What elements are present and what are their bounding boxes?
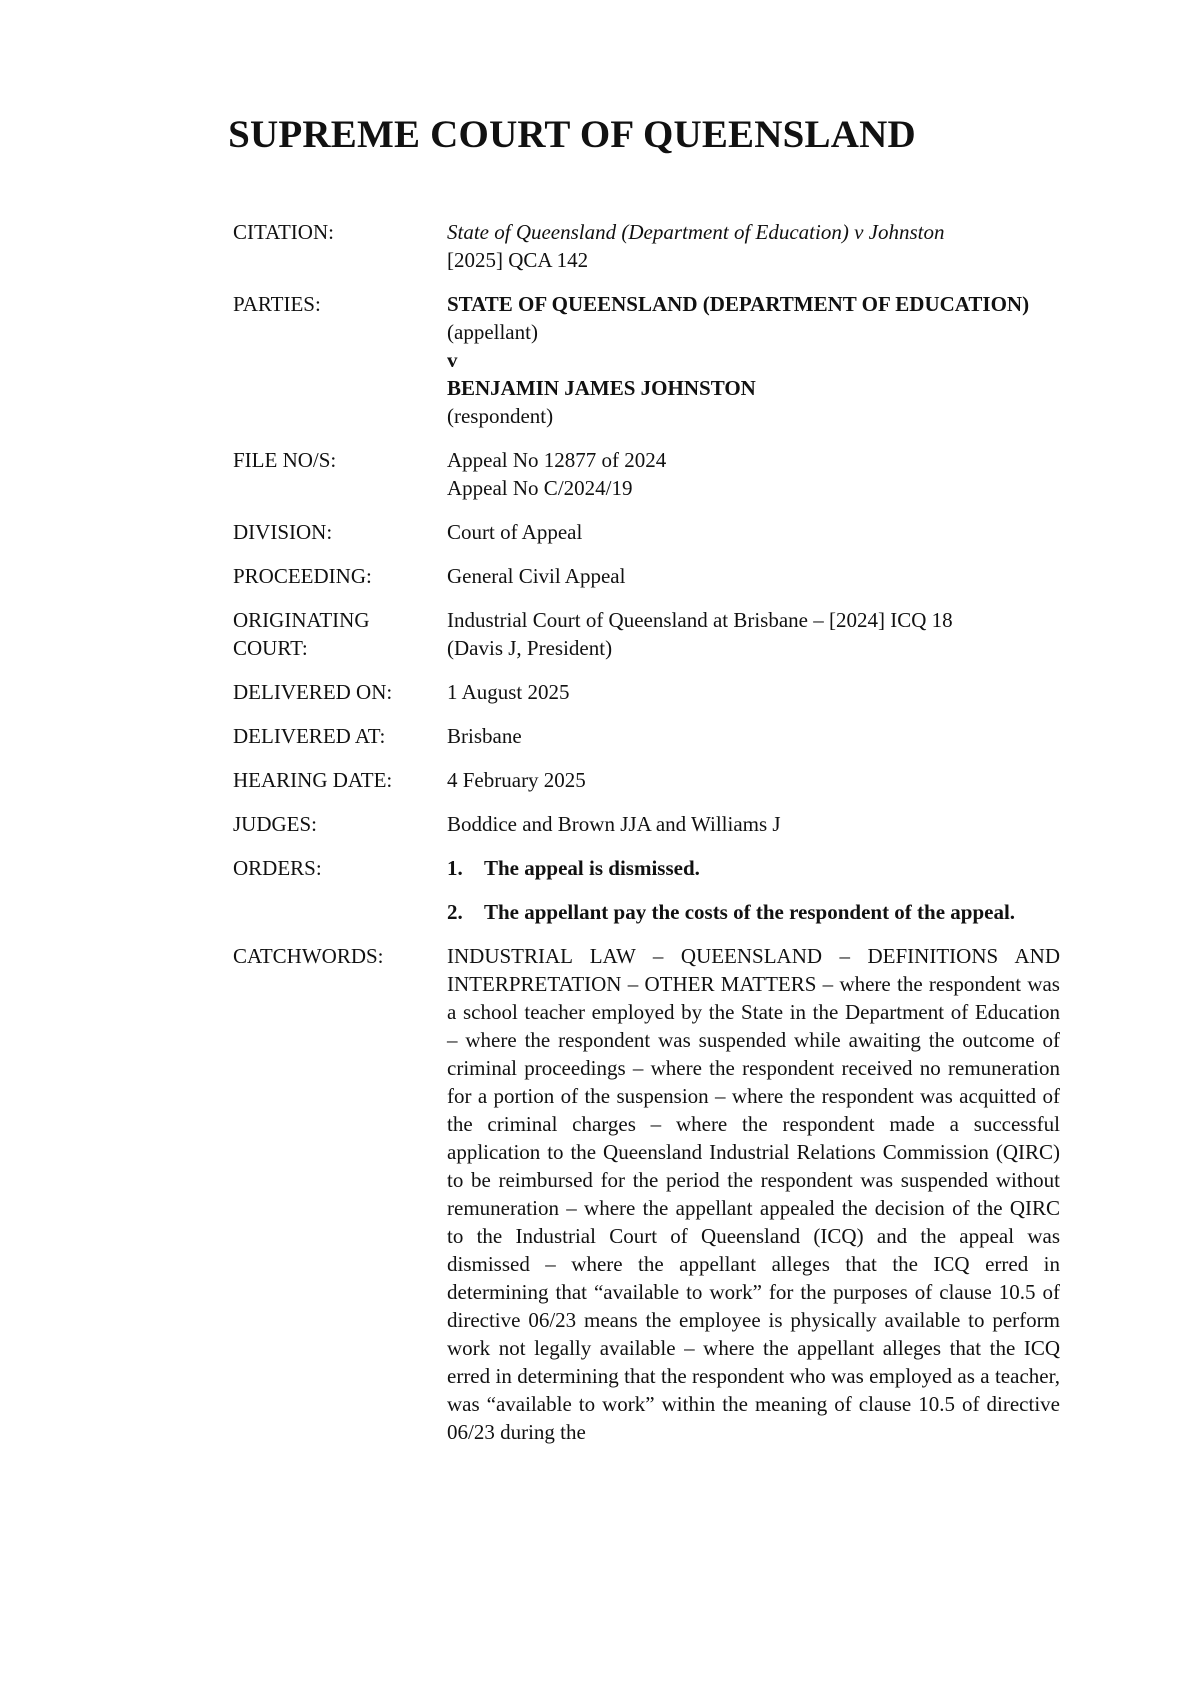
hearing-date-value: 4 February 2025 xyxy=(447,768,586,792)
file-nos-label: FILE NO/S: xyxy=(233,448,337,472)
orders-label: ORDERS: xyxy=(233,856,322,880)
proceeding-label: PROCEEDING: xyxy=(233,564,372,588)
file-no-1: Appeal No 12877 of 2024 xyxy=(447,448,667,472)
judges-row xyxy=(233,810,1060,838)
respondent-role: (respondent) xyxy=(447,404,554,428)
judges-value: Boddice and Brown JJA and Williams J xyxy=(447,812,781,836)
originating-court-row xyxy=(233,606,1060,662)
originating-court-label xyxy=(233,606,447,662)
respondent-name: BENJAMIN JAMES JOHNSTON xyxy=(447,376,756,400)
court-title-text: SUPREME COURT OF QUEENSLAND xyxy=(228,113,916,156)
originating-court-label-line1: ORIGINATING xyxy=(233,608,370,632)
orders-value xyxy=(447,854,1060,926)
division-row xyxy=(233,518,1060,546)
catchwords-row xyxy=(233,942,1060,1446)
citation-label: CITATION: xyxy=(233,220,334,244)
file-nos-value xyxy=(447,446,1060,502)
cover-sheet xyxy=(233,218,1060,1462)
citation-row xyxy=(233,218,1060,274)
originating-court-label-line2: COURT: xyxy=(233,636,308,660)
orders-row xyxy=(233,854,1060,926)
delivered-at-row xyxy=(233,722,1060,750)
order-text: The appeal is dismissed. xyxy=(484,856,700,880)
judges-label: JUDGES: xyxy=(233,812,318,836)
hearing-date-row xyxy=(233,766,1060,794)
citation-reference: [2025] QCA 142 xyxy=(447,248,589,272)
appellant-role: (appellant) xyxy=(447,320,538,344)
orders-list xyxy=(447,854,1060,926)
proceeding-row xyxy=(233,562,1060,590)
originating-court-value xyxy=(447,606,1060,662)
parties-value xyxy=(447,290,1060,430)
catchwords-value xyxy=(447,942,1060,1446)
parties-label: PARTIES: xyxy=(233,292,321,316)
catchwords-text: – where the respondent was a school teacher employed by the State in the Department of Education – where the respondent was suspended while awaiting the outcome of criminal proceedings – where the respondent received no remuneration for a portion of the suspension – where the respondent was acquitted of the criminal charges – where the respondent made a successful application to the Queensland Industrial Relations Commission (QIRC) to be reimbursed for the period the respondent was suspended without remuneration – where the appellant appealed the decision of the QIRC to the Industrial Court of Queensland (ICQ) and the appeal was dismissed – where the appellant alleges that the ICQ erred in determining that “available to work” for the purposes of clause 10.5 of directive 06/23 means the employee is physically available to perform work not legally available – where the appellant alleges that the ICQ erred in determining that the respondent who was employed as a teacher, was “available to work” within the meaning of clause 10.5 of directive 06/23 during the xyxy=(447,972,1060,1444)
file-nos-row xyxy=(233,446,1060,502)
originating-court-value-line2: (Davis J, President) xyxy=(447,636,613,660)
proceeding-value: General Civil Appeal xyxy=(447,564,626,588)
order-number: 1. xyxy=(447,856,463,880)
file-no-2: Appeal No C/2024/19 xyxy=(447,476,633,500)
parties-row xyxy=(233,290,1060,430)
order-item xyxy=(447,854,1060,882)
division-label: DIVISION: xyxy=(233,520,333,544)
delivered-on-value: 1 August 2025 xyxy=(447,680,570,704)
citation-value xyxy=(447,218,1060,274)
order-item xyxy=(447,898,1060,926)
versus: v xyxy=(447,348,458,372)
order-number: 2. xyxy=(447,900,463,924)
citation-case-name: State of Queensland (Department of Education) v Johnston xyxy=(447,220,945,244)
catchwords-heading: INDUSTRIAL LAW – QUEENSLAND – DEFINITIONS AND INTERPRETATION – OTHER MATTERS xyxy=(447,944,1060,996)
hearing-date-label: HEARING DATE: xyxy=(233,768,393,792)
appellant-name: STATE OF QUEENSLAND (DEPARTMENT OF EDUCATION) xyxy=(447,292,1030,316)
delivered-on-row xyxy=(233,678,1060,706)
order-text: The appellant pay the costs of the respondent of the appeal. xyxy=(484,900,1016,924)
delivered-on-label: DELIVERED ON: xyxy=(233,680,393,704)
catchwords-label: CATCHWORDS: xyxy=(233,944,384,968)
court-title xyxy=(0,112,1200,157)
delivered-at-label: DELIVERED AT: xyxy=(233,724,386,748)
division-value: Court of Appeal xyxy=(447,520,583,544)
originating-court-value-line1: Industrial Court of Queensland at Brisbane – [2024] ICQ 18 xyxy=(447,608,953,632)
delivered-at-value: Brisbane xyxy=(447,724,522,748)
